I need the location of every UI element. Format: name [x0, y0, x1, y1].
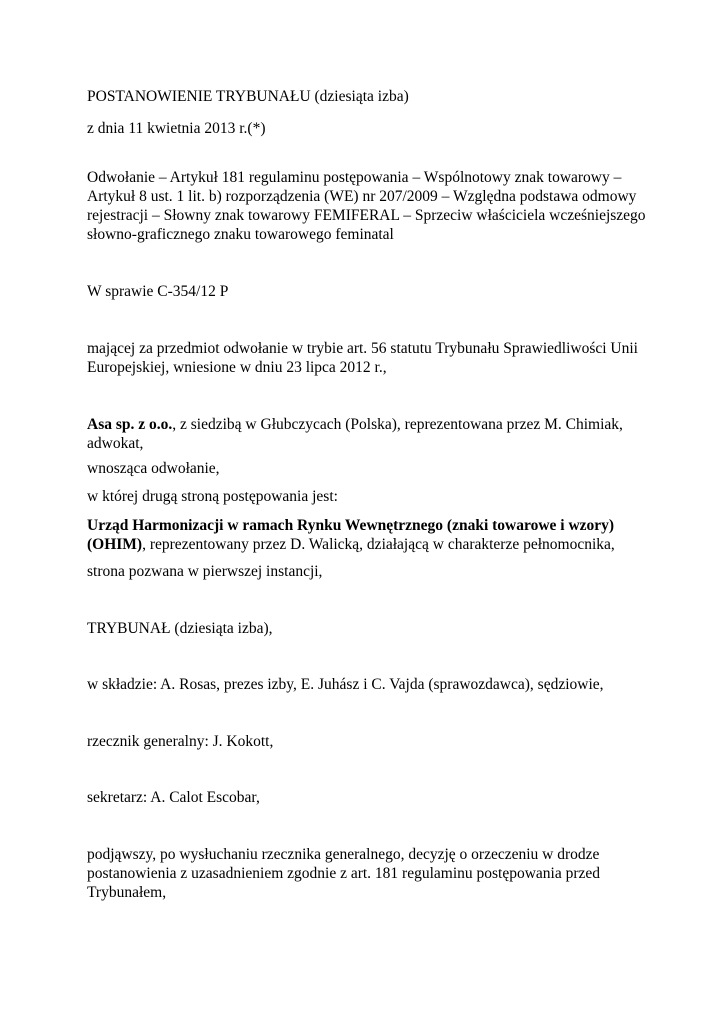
appellant-paragraph	[87, 415, 647, 453]
respondent-details: , reprezentowany przez D. Walicką, działającą w charakterze pełnomocnika,	[142, 536, 615, 553]
court-composition: w składzie: A. Rosas, prezes izby, E. Juhász i C. Vajda (sprawozdawca), sędziowie,	[87, 676, 604, 693]
case-number: W sprawie C‑354/12 P	[87, 283, 229, 300]
court-name: TRYBUNAŁ (dziesiąta izba),	[87, 620, 273, 637]
respondent-name: Urząd Harmonizacji w ramach Rynku Wewnętrznego (znaki towarowe i wzory) (OHIM)	[87, 517, 615, 553]
appellant-role: wnosząca odwołanie,	[87, 460, 220, 477]
other-party-intro: w której drugą stroną postępowania jest:	[87, 488, 338, 505]
keywords-paragraph: Odwołanie – Artykuł 181 regulaminu postępowania – Wspólnotowy znak towarowy – Artykuł 8 ust. 1 lit. b) rozporządzenia (WE) nr 207/2009 – Względna podstawa odmowy rejestracji – Słowny znak towarowy FEMIFERAL – Sprzeciw właściciela wcześniejszego słowno-graficznego znaku towarowego feminatal	[87, 169, 646, 243]
decision-paragraph: podjąwszy, po wysłuchaniu rzecznika generalnego, decyzję o orzeczeniu w drodze postanowienia z uzasadnieniem zgodnie z art. 181 regulaminu postępowania przed Trybunałem,	[87, 846, 601, 901]
advocate-general: rzecznik generalny: J. Kokott,	[87, 733, 274, 750]
document-title: POSTANOWIENIE TRYBUNAŁU (dziesiąta izba)	[87, 88, 409, 105]
appellant-name: Asa sp. z o.o.	[87, 416, 173, 433]
registrar: sekretarz: A. Calot Escobar,	[87, 789, 260, 806]
subject-paragraph: mającej za przedmiot odwołanie w trybie art. 56 statutu Trybunału Sprawiedliwości Unii Europejskiej, wniesione w dniu 23 lipca 2012 r.,	[87, 340, 638, 376]
document-date: z dnia 11 kwietnia 2013 r.(*)	[87, 120, 266, 137]
respondent-paragraph	[87, 516, 647, 554]
respondent-role: strona pozwana w pierwszej instancji,	[87, 563, 323, 580]
appellant-details: , z siedzibą w Głubczycach (Polska), reprezentowana przez M. Chimiak, adwokat,	[87, 416, 623, 452]
